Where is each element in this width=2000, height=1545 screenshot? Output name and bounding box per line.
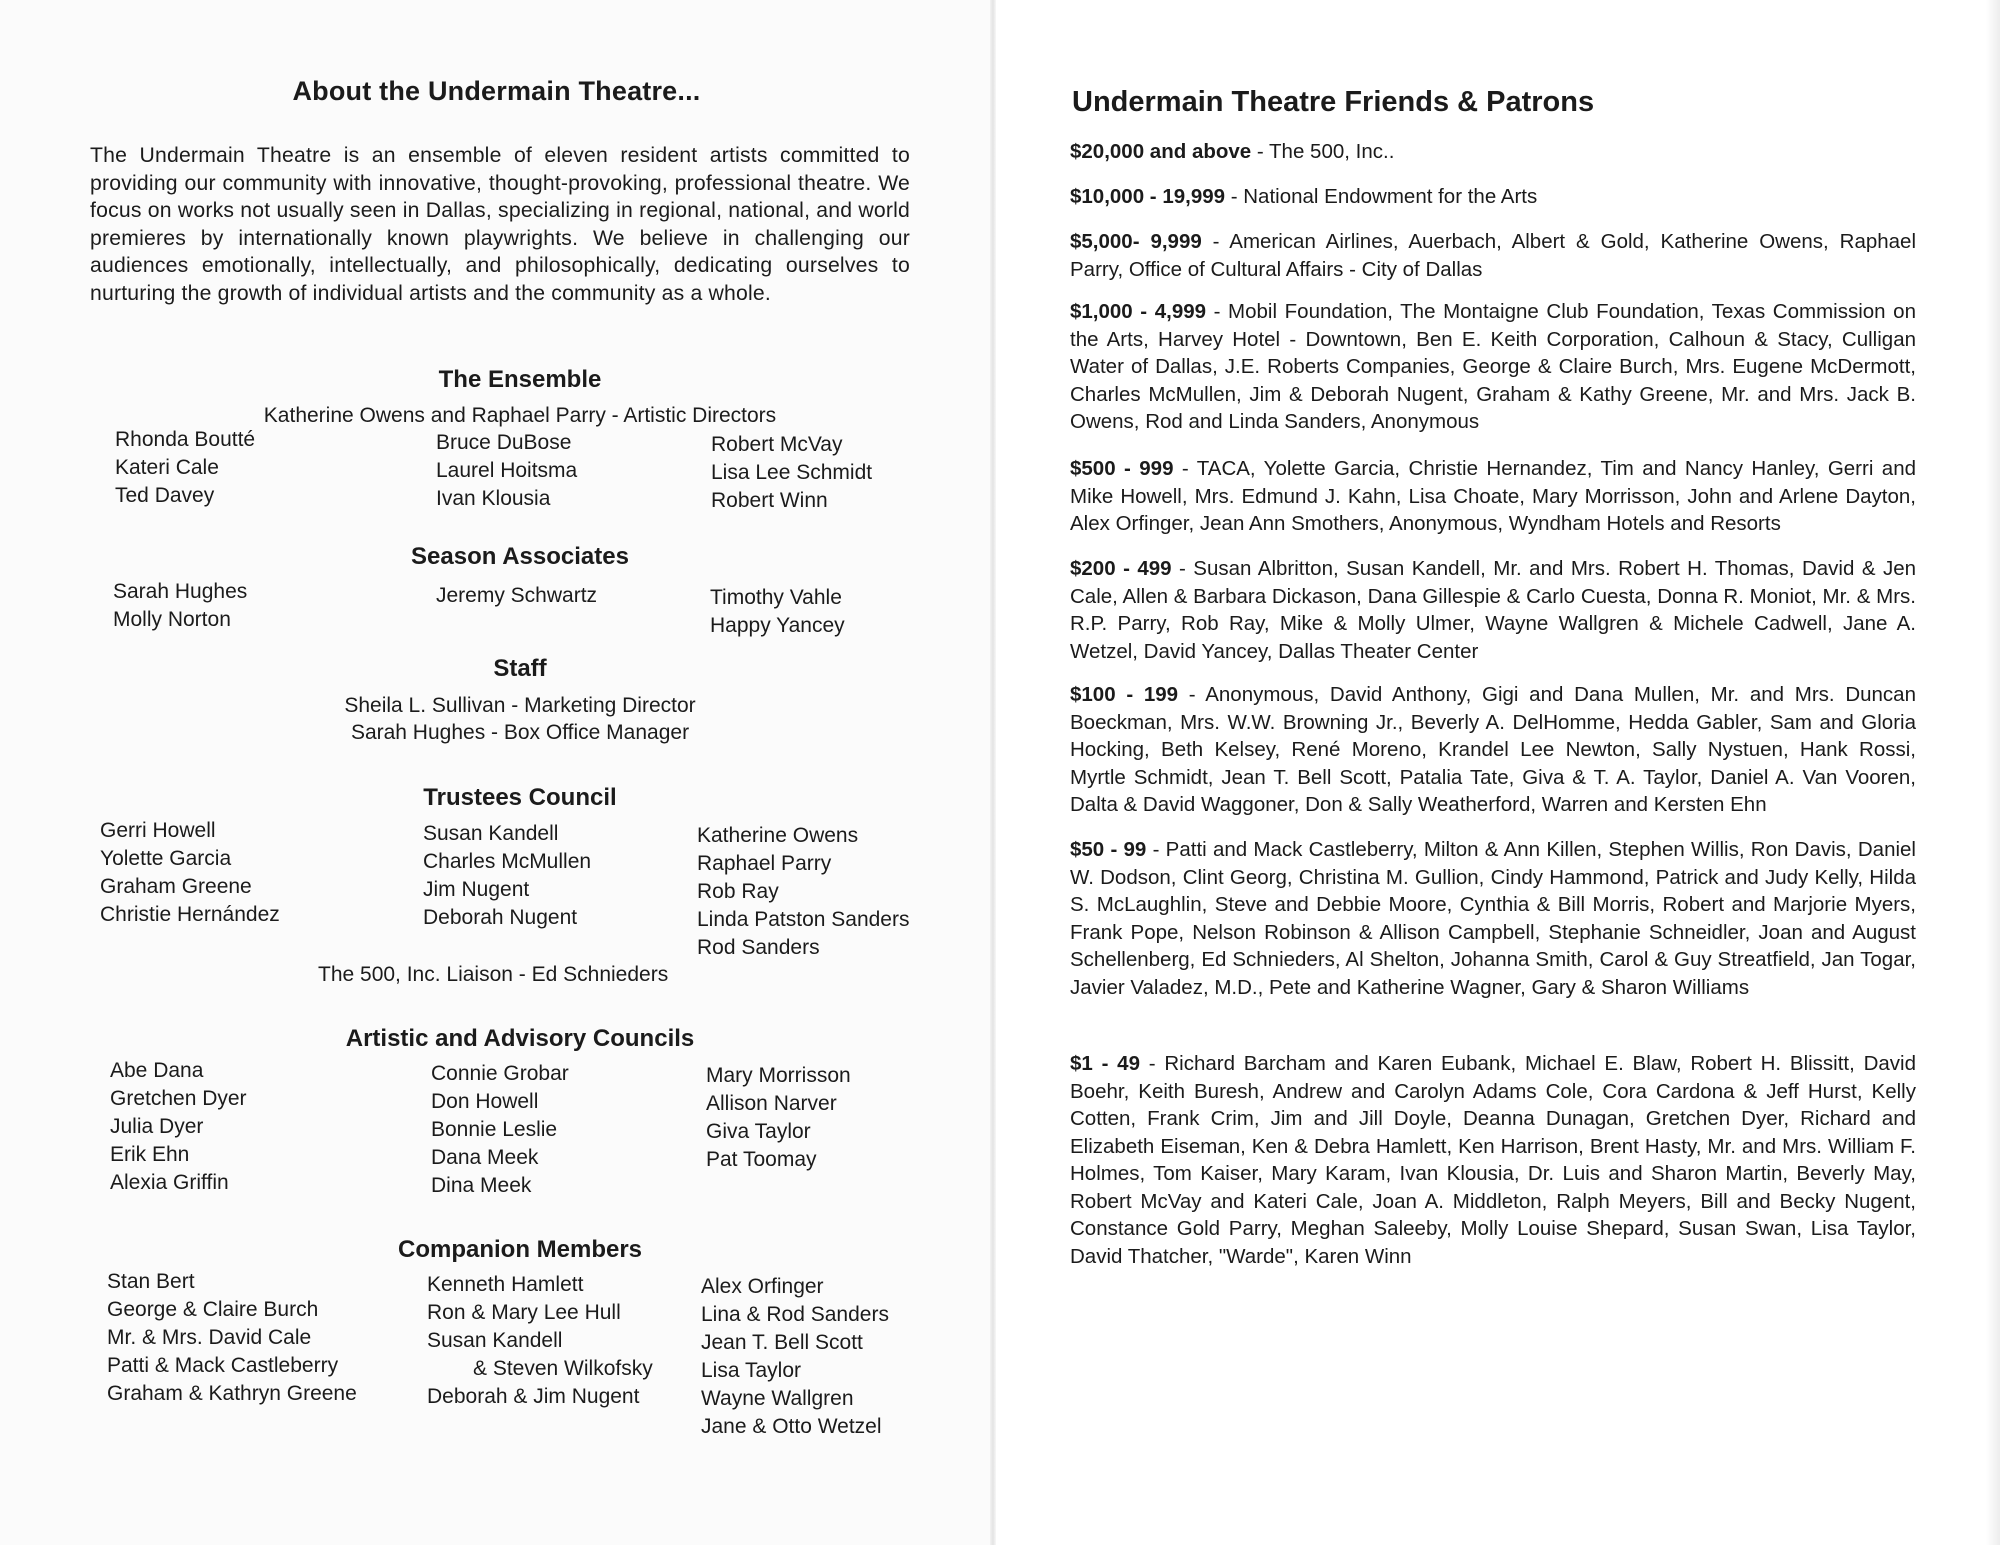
about-intro: The Undermain Theatre is an ensemble of eleven resident artists committed to providing our community with innovative, thought-provoking, professional theatre. We focus on works not usually seen in Dallas, specializing in regional, national, and world premieres by internationally known playwrights. We believe in challenging our audiences emotionally, intellectually, and philosophically, dedicating ourselves to nurturing the growth of individual artists and the community as a whole. xyxy=(90,144,910,305)
list-item: Alex Orfinger xyxy=(701,1275,824,1298)
list-item: Graham Greene xyxy=(100,875,252,898)
tier-names: - The 500, Inc.. xyxy=(1251,140,1395,163)
list-item: Dana Meek xyxy=(431,1146,539,1169)
tier-names: - American Airlines, Auerbach, Albert & Gold, Katherine Owens, Raphael Parry, Office of Cultural Affairs - City of Dallas xyxy=(1070,230,1916,281)
page-fold xyxy=(990,0,996,1545)
list-item: Christie Hernández xyxy=(100,903,280,926)
tier-1 xyxy=(1070,1050,1916,1270)
list-item: Susan Kandell xyxy=(423,822,559,845)
advisory-col-3 xyxy=(706,1062,851,1174)
staff-line-1: Sheila L. Sullivan - Marketing Director xyxy=(344,694,696,717)
tier-5000 xyxy=(1070,228,1916,283)
tier-names: - Patti and Mack Castleberry, Milton & Ann Killen, Stephen Willis, Ron Davis, Daniel W. Dodson, Clint Georg, Christina M. Gullion, Cindy Hammond, Patrick and Judy Kelly, Hilda S. McLaughlin, Steve and Debbie Moore, Cynthia & Bill Morris, Robert and Marjorie Myers, Frank Pope, Nelson Robinson & Allison Campbell, Stephanie Schneidler, Joan and August Schellenberg, Ed Schnieders, Al Shelton, Johanna Smith, Carol & Guy Streatfield, Jan Togar, Javier Valadez, M.D., Pete and Katherine Wagner, Gary & Sharon Williams xyxy=(1070,838,1916,999)
ensemble-col-2 xyxy=(436,429,577,513)
season-col-1 xyxy=(113,578,247,634)
list-item: Patti & Mack Castleberry xyxy=(107,1354,339,1377)
list-item: Happy Yancey xyxy=(710,614,845,637)
list-item: Dina Meek xyxy=(431,1174,532,1197)
list-item: Jim Nugent xyxy=(423,878,530,901)
list-item: Connie Grobar xyxy=(431,1062,569,1085)
list-item: Gretchen Dyer xyxy=(110,1087,247,1110)
list-item: Don Howell xyxy=(431,1090,539,1113)
tier-level: $50 - 99 xyxy=(1070,838,1147,861)
tier-50 xyxy=(1070,836,1916,1001)
list-item: Deborah & Jim Nugent xyxy=(427,1385,640,1408)
tier-names: - Susan Albritton, Susan Kandell, Mr. and Mrs. Robert H. Thomas, David & Jen Cale, Allen & Barbara Dickason, Dana Gillespie & Carlo Cuesta, Donna R. Moniot, Mr. & Mrs. R.P. Parry, Rob Ray, Mike & Molly Ulmer, Wayne Wallgren & Michele Cadwell, Jane A. Wetzel, David Yancey, Dallas Theater Center xyxy=(1070,557,1916,663)
list-item: Mary Morrisson xyxy=(706,1064,851,1087)
list-item: Deborah Nugent xyxy=(423,906,578,929)
list-item: Timothy Vahle xyxy=(710,586,842,609)
list-item: Alexia Griffin xyxy=(110,1171,229,1194)
page-edge-shadow xyxy=(1986,0,2000,1545)
tier-500 xyxy=(1070,455,1916,538)
companion-title: Companion Members xyxy=(397,1236,643,1263)
tier-names: - Mobil Foundation, The Montaigne Club Foundation, Texas Commission on the Arts, Harvey Hotel - Downtown, Ben E. Keith Corporation, Calhoun & Stacy, Culligan Water of Dallas, J.E. Roberts Companies, George & Claire Burch, Mrs. Eugene McDermott, Charles McMullen, Jim & Deborah Nugent, Graham & Kathy Greene, Mr. and Mrs. Jack B. Owens, Rod and Linda Sanders, Anonymous xyxy=(1070,300,1916,433)
season-col-2 xyxy=(436,582,597,610)
trustees-col-1 xyxy=(100,817,280,929)
list-item: Jean T. Bell Scott xyxy=(701,1331,863,1354)
list-item: Lisa Lee Schmidt xyxy=(711,461,873,484)
list-item: Bruce DuBose xyxy=(436,431,572,454)
tier-level: $1 - 49 xyxy=(1070,1052,1140,1075)
list-item: Ivan Klousia xyxy=(436,487,551,510)
list-item: Molly Norton xyxy=(113,608,231,631)
tier-level: $1,000 - 4,999 xyxy=(1070,300,1207,323)
list-item: & Steven Wilkofsky xyxy=(473,1357,653,1380)
list-item: Stan Bert xyxy=(107,1270,195,1293)
companion-col-1 xyxy=(107,1268,357,1408)
ensemble-col-1 xyxy=(115,426,255,510)
tier-names: - TACA, Yolette Garcia, Christie Hernandez, Tim and Nancy Hanley, Gerri and Mike Howell, Mrs. Edmund J. Kahn, Lisa Choate, Mary Morrisson, John and Arlene Dayton, Alex Orfinger, Jean Ann Smothers, Anonymous, Wyndham Hotels and Resorts xyxy=(1070,457,1917,535)
tier-names: - National Endowment for the Arts xyxy=(1225,185,1538,208)
list-item: Ron & Mary Lee Hull xyxy=(427,1301,621,1324)
list-item: Charles McMullen xyxy=(423,850,592,873)
patrons-title: Undermain Theatre Friends & Patrons xyxy=(1072,86,1595,118)
liaison-line: The 500, Inc. Liaison - Ed Schnieders xyxy=(318,963,669,986)
list-item: Wayne Wallgren xyxy=(701,1387,854,1410)
season-associates-title: Season Associates xyxy=(411,543,629,570)
tier-names: - Anonymous, David Anthony, Gigi and Dana Mullen, Mr. and Mrs. Duncan Boeckman, Mrs. W.W. Browning Jr., Beverly A. DelHomme, Hedda Gabler, Sam and Gloria Hocking, Beth Kelsey, René Moreno, Krandel Lee Newton, Sally Nystuen, Hank Rossi, Myrtle Schmidt, Jean T. Bell Scott, Patalia Tate, Giva & T. A. Taylor, Daniel A. Van Vooren, Dalta & David Waggoner, Don & Sally Weatherford, Warren and Kersten Ehn xyxy=(1070,683,1916,816)
tier-level: $5,000- 9,999 xyxy=(1070,230,1202,253)
tier-level: $100 - 199 xyxy=(1070,683,1179,706)
list-item: Katherine Owens xyxy=(697,824,859,847)
list-item: Julia Dyer xyxy=(110,1115,204,1138)
list-item: Bonnie Leslie xyxy=(431,1118,558,1141)
artistic-directors: Katherine Owens and Raphael Parry - Artistic Directors xyxy=(263,404,777,427)
advisory-col-1 xyxy=(110,1057,247,1197)
list-item: Allison Narver xyxy=(706,1092,837,1115)
list-item: Rob Ray xyxy=(697,880,779,903)
list-item: Jeremy Schwartz xyxy=(436,584,598,607)
list-item: Kenneth Hamlett xyxy=(427,1273,584,1296)
list-item: Abe Dana xyxy=(110,1059,204,1082)
list-item: Rod Sanders xyxy=(697,936,820,959)
list-item: George & Claire Burch xyxy=(107,1298,319,1321)
list-item: Sarah Hughes xyxy=(113,580,248,603)
list-item: Ted Davey xyxy=(115,484,215,507)
tier-200 xyxy=(1070,555,1916,665)
advisory-title: Artistic and Advisory Councils xyxy=(345,1025,695,1052)
list-item: Erik Ehn xyxy=(110,1143,190,1166)
list-item: Linda Patston Sanders xyxy=(697,908,910,931)
list-item: Rhonda Boutté xyxy=(115,428,256,451)
trustees-col-2 xyxy=(423,820,591,932)
tier-1000 xyxy=(1070,298,1916,436)
tier-100 xyxy=(1070,681,1916,819)
list-item: Yolette Garcia xyxy=(100,847,232,870)
list-item: Giva Taylor xyxy=(706,1120,811,1143)
tier-20000 xyxy=(1070,138,1916,166)
ensemble-col-3 xyxy=(711,431,872,515)
ensemble-title: The Ensemble xyxy=(438,366,602,393)
tier-names: - Richard Barcham and Karen Eubank, Michael E. Blaw, Robert H. Blissitt, David Boehr, Keith Buresh, Andrew and Carolyn Adams Cole, Cora Cardona & Jeff Hurst, Kelly Cotten, Frank Crim, Jim and Jill Doyle, Deanna Dunagan, Gretchen Dyer, Richard and Elizabeth Eiseman, Ken & Debra Hamlett, Ken Harrison, Brent Hasty, Mr. and Mrs. William F. Holmes, Tom Kaiser, Mary Karam, Ivan Klousia, Dr. Luis and Sharon Martin, Beverly May, Robert McVay and Kateri Cale, Joan A. Middleton, Ralph Meyers, Bill and Becky Nugent, Constance Gold Parry, Meghan Saleeby, Molly Louise Shepard, Susan Swan, Lisa Taylor, David Thatcher, "Warde", Karen Winn xyxy=(1070,1052,1916,1268)
staff-title: Staff xyxy=(493,655,547,682)
list-item: Pat Toomay xyxy=(706,1148,817,1171)
list-item: Graham & Kathryn Greene xyxy=(107,1382,357,1405)
trustees-title: Trustees Council xyxy=(423,784,617,811)
companion-col-2 xyxy=(427,1271,653,1411)
list-item: Laurel Hoitsma xyxy=(436,459,578,482)
advisory-col-2 xyxy=(431,1060,569,1200)
list-item: Robert Winn xyxy=(711,489,828,512)
tier-level: $20,000 and above xyxy=(1070,140,1252,163)
companion-col-3 xyxy=(701,1273,889,1441)
list-item: Lina & Rod Sanders xyxy=(701,1303,889,1326)
about-title: About the Undermain Theatre... xyxy=(292,76,701,106)
list-item: Robert McVay xyxy=(711,433,843,456)
staff-line-2: Sarah Hughes - Box Office Manager xyxy=(350,721,690,744)
list-item: Lisa Taylor xyxy=(701,1359,801,1382)
list-item: Susan Kandell xyxy=(427,1329,563,1352)
tier-level: $500 - 999 xyxy=(1070,457,1174,480)
list-item: Mr. & Mrs. David Cale xyxy=(107,1326,312,1349)
trustees-col-3 xyxy=(697,822,909,962)
list-item: Kateri Cale xyxy=(115,456,219,479)
list-item: Jane & Otto Wetzel xyxy=(701,1415,882,1438)
season-col-3 xyxy=(710,584,845,640)
tier-level: $200 - 499 xyxy=(1070,557,1172,580)
list-item: Gerri Howell xyxy=(100,819,216,842)
list-item: Raphael Parry xyxy=(697,852,832,875)
tier-10000 xyxy=(1070,183,1916,211)
tier-level: $10,000 - 19,999 xyxy=(1070,185,1226,208)
